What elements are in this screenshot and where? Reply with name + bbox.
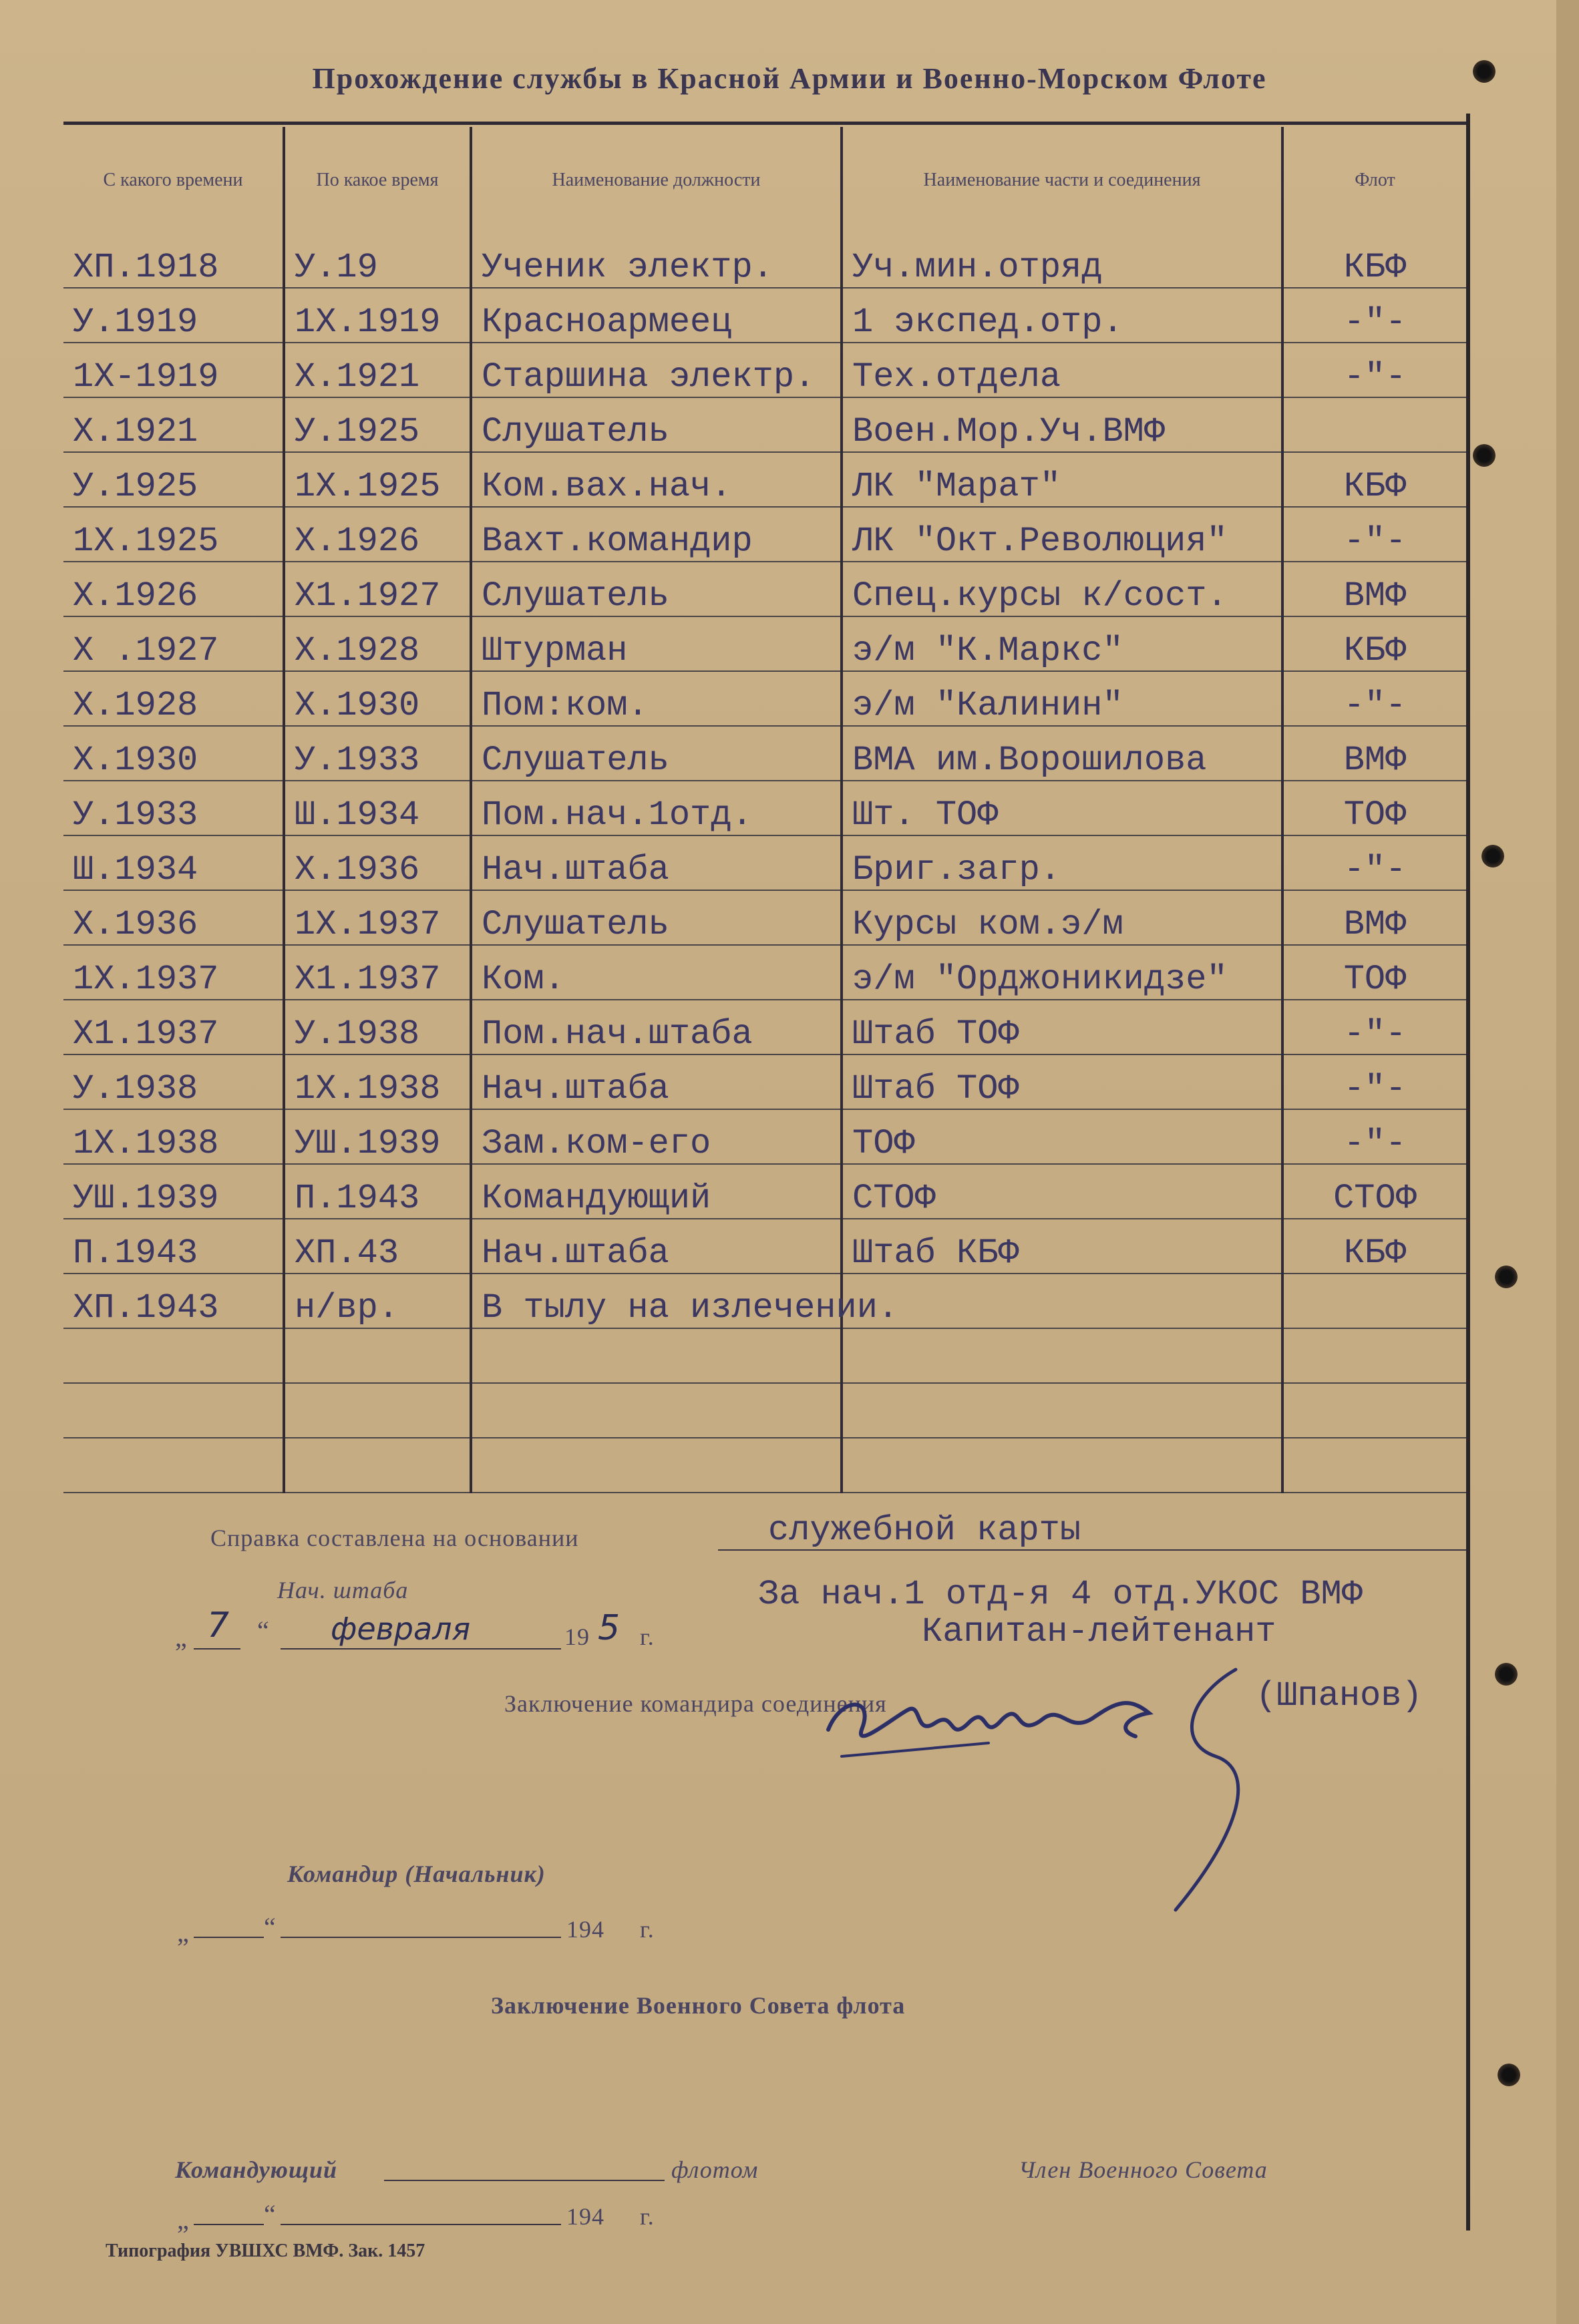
- cell-fleet: [1282, 397, 1466, 452]
- cell-position: Пом.нач.1отд.: [471, 781, 842, 835]
- commander-date-day-rule: [194, 1937, 264, 1938]
- table-header-row: [63, 127, 1466, 234]
- binding-hole: [1481, 845, 1504, 867]
- table-row: [63, 452, 1466, 507]
- cell-to: 1Х.1938: [284, 1054, 471, 1109]
- cell-position: [471, 1383, 842, 1438]
- binding-hole: [1498, 2064, 1520, 2086]
- cell-position: Вахт.командир: [471, 507, 842, 562]
- cell-to: Ш.1934: [284, 781, 471, 835]
- cell-position: Зам.ком-его: [471, 1109, 842, 1164]
- cell-to: 1Х.1919: [284, 288, 471, 343]
- cell-from: У.1938: [63, 1054, 284, 1109]
- cell-position: В тылу на излечении.: [471, 1274, 842, 1328]
- cell-position: [471, 1438, 842, 1493]
- cell-from: [63, 1438, 284, 1493]
- cell-unit: Тех.отдела: [842, 343, 1282, 397]
- fleet-commander-rule: [384, 2180, 665, 2181]
- table-row: [63, 781, 1466, 835]
- cell-fleet: ТОФ: [1282, 945, 1466, 1000]
- cell-unit: ЛК "Окт.Революция": [842, 507, 1282, 562]
- date-month: февраля: [331, 1611, 471, 1647]
- cell-unit: Штаб КБФ: [842, 1219, 1282, 1274]
- table-row: [63, 1054, 1466, 1109]
- table-row: [63, 397, 1466, 452]
- basis-value: служебной карты: [768, 1511, 1081, 1550]
- column-header-fleet: Флот: [1282, 127, 1466, 234]
- cell-fleet: КБФ: [1282, 234, 1466, 288]
- cell-unit: 1 экспед.отр.: [842, 288, 1282, 343]
- cell-unit: Курсы ком.э/м: [842, 890, 1282, 945]
- cell-fleet: [1282, 1328, 1466, 1383]
- date-close-quote: “: [257, 1615, 270, 1645]
- service-table: [63, 127, 1466, 1493]
- cell-from: У.1925: [63, 452, 284, 507]
- commander-label: Командир (Начальник): [287, 1861, 546, 1887]
- cell-fleet: -"-: [1282, 671, 1466, 726]
- commander-g: г.: [640, 1916, 655, 1943]
- cell-position: Нач.штаба: [471, 1054, 842, 1109]
- cell-to: Х1.1937: [284, 945, 471, 1000]
- binding-hole: [1473, 444, 1496, 467]
- cell-to: Х.1928: [284, 616, 471, 671]
- cell-from: Х .1927: [63, 616, 284, 671]
- signer-name: (Шпанов): [1256, 1676, 1423, 1716]
- cell-fleet: -"-: [1282, 1109, 1466, 1164]
- table-row: [63, 726, 1466, 781]
- cell-unit: Уч.мин.отряд: [842, 234, 1282, 288]
- cell-fleet: СТОФ: [1282, 1164, 1466, 1219]
- cell-fleet: -"-: [1282, 1000, 1466, 1054]
- table-row: [63, 1438, 1466, 1493]
- cell-position: Пом.нач.штаба: [471, 1000, 842, 1054]
- cell-unit: СТОФ: [842, 1164, 1282, 1219]
- cell-to: [284, 1438, 471, 1493]
- cell-from: П.1943: [63, 1219, 284, 1274]
- header-top-rule: [63, 122, 1466, 125]
- cell-to: УШ.1939: [284, 1109, 471, 1164]
- cell-unit: Воен.Мор.Уч.ВМФ: [842, 397, 1282, 452]
- fleet-date-day-rule: [194, 2224, 264, 2225]
- commander-date-open-quote: „: [177, 1917, 190, 1947]
- cell-unit: ТОФ: [842, 1109, 1282, 1164]
- cell-from: УШ.1939: [63, 1164, 284, 1219]
- cell-to: [284, 1383, 471, 1438]
- page-title: Прохождение службы в Красной Армии и Военно-Морском Флоте: [312, 62, 1267, 95]
- handwritten-signature: [815, 1656, 1282, 1937]
- cell-to: 1Х.1937: [284, 890, 471, 945]
- column-header-to: По какое время: [284, 127, 471, 234]
- council-conclusion-label: Заключение Военного Совета флота: [491, 1992, 906, 2019]
- chief-of-staff-label: Нач. штаба: [277, 1577, 409, 1603]
- cell-fleet: [1282, 1274, 1466, 1328]
- cell-fleet: КБФ: [1282, 1219, 1466, 1274]
- cell-unit: Штаб ТОФ: [842, 1000, 1282, 1054]
- date-year-prefix: 19: [564, 1623, 590, 1650]
- cell-unit: ВМА им.Ворошилова: [842, 726, 1282, 781]
- cell-fleet: -"-: [1282, 343, 1466, 397]
- cell-to: Х1.1927: [284, 562, 471, 616]
- date-year-suffix: 5: [598, 1608, 621, 1648]
- fleet-date-open-quote: „: [177, 2204, 190, 2235]
- cell-fleet: -"-: [1282, 835, 1466, 890]
- cell-position: Слушатель: [471, 397, 842, 452]
- basis-label: Справка составлена на основании: [210, 1525, 579, 1551]
- date-month-rule: [281, 1648, 561, 1650]
- cell-fleet: ВМФ: [1282, 562, 1466, 616]
- table-row: [63, 1109, 1466, 1164]
- binding-hole: [1495, 1266, 1518, 1288]
- printer-imprint: Типография УВШХС ВМФ. Зак. 1457: [106, 2241, 425, 2261]
- table-row: [63, 671, 1466, 726]
- cell-to: Х.1930: [284, 671, 471, 726]
- cell-position: Старшина электр.: [471, 343, 842, 397]
- cell-position: Слушатель: [471, 562, 842, 616]
- date-open-quote: „: [175, 1622, 188, 1652]
- cell-from: ХП.1943: [63, 1274, 284, 1328]
- cell-unit: [842, 1274, 1282, 1328]
- table-row: [63, 1274, 1466, 1328]
- column-header-position: Наименование должности: [471, 127, 842, 234]
- fleet-g: г.: [640, 2203, 655, 2230]
- cell-position: [471, 1328, 842, 1383]
- cell-from: ХП.1918: [63, 234, 284, 288]
- cell-unit: ЛК "Марат": [842, 452, 1282, 507]
- column-header-from: С какого времени: [103, 170, 243, 190]
- fleet-date-close-quote: “: [264, 2199, 277, 2229]
- cell-fleet: КБФ: [1282, 452, 1466, 507]
- cell-position: Ком.: [471, 945, 842, 1000]
- table-row: [63, 890, 1466, 945]
- cell-position: Штурман: [471, 616, 842, 671]
- cell-to: П.1943: [284, 1164, 471, 1219]
- cell-unit: [842, 1438, 1282, 1493]
- commander-conclusion-label: Заключение командира соединения: [504, 1690, 887, 1717]
- commander-year: 194: [566, 1916, 604, 1943]
- cell-unit: [842, 1328, 1282, 1383]
- cell-fleet: ТОФ: [1282, 781, 1466, 835]
- table-row: [63, 288, 1466, 343]
- fleet-date-month-rule: [281, 2224, 561, 2225]
- cell-from: Ш.1934: [63, 835, 284, 890]
- cell-fleet: -"-: [1282, 1054, 1466, 1109]
- cell-from: [63, 1383, 284, 1438]
- cell-unit: Бриг.загр.: [842, 835, 1282, 890]
- signer-line-1: За нач.1 отд-я 4 отд.УКОС ВМФ: [758, 1575, 1363, 1614]
- cell-to: ХП.43: [284, 1219, 471, 1274]
- table-row: [63, 1219, 1466, 1274]
- table-row: [63, 234, 1466, 288]
- binding-hole: [1495, 1663, 1518, 1686]
- cell-unit: Шт. ТОФ: [842, 781, 1282, 835]
- date-g: г.: [640, 1623, 655, 1650]
- cell-position: Слушатель: [471, 726, 842, 781]
- cell-position: Нач.штаба: [471, 835, 842, 890]
- table-row: [63, 616, 1466, 671]
- cell-from: У.1919: [63, 288, 284, 343]
- cell-unit: Спец.курсы к/сост.: [842, 562, 1282, 616]
- signer-line-2: Капитан-лейтенант: [922, 1612, 1276, 1652]
- cell-to: н/вр.: [284, 1274, 471, 1328]
- column-header-unit: Наименование части и соединения: [842, 127, 1282, 234]
- cell-from: [63, 1328, 284, 1383]
- fleet-year: 194: [566, 2203, 604, 2230]
- commander-date-close-quote: “: [264, 1912, 277, 1942]
- cell-from: Х.1926: [63, 562, 284, 616]
- paper-edge: [1556, 0, 1579, 2324]
- cell-position: Командующий: [471, 1164, 842, 1219]
- cell-unit: э/м "К.Маркс": [842, 616, 1282, 671]
- cell-to: [284, 1328, 471, 1383]
- cell-from: 1Х-1919: [63, 343, 284, 397]
- fleet-commander-label: Командующий: [175, 2156, 337, 2183]
- cell-to: Х.1936: [284, 835, 471, 890]
- cell-unit: э/м "Калинин": [842, 671, 1282, 726]
- date-day: 7: [207, 1605, 230, 1645]
- cell-to: У.1933: [284, 726, 471, 781]
- table-row: [63, 343, 1466, 397]
- cell-fleet: КБФ: [1282, 616, 1466, 671]
- cell-fleet: [1282, 1383, 1466, 1438]
- cell-to: 1Х.1925: [284, 452, 471, 507]
- cell-from: Х1.1937: [63, 1000, 284, 1054]
- cell-position: Нач.штаба: [471, 1219, 842, 1274]
- council-member-label: Член Военного Совета: [1019, 2156, 1268, 2183]
- table-row: [63, 835, 1466, 890]
- cell-unit: [842, 1383, 1282, 1438]
- cell-fleet: [1282, 1438, 1466, 1493]
- cell-position: Пом:ком.: [471, 671, 842, 726]
- cell-from: Х.1930: [63, 726, 284, 781]
- table-row: [63, 562, 1466, 616]
- cell-from: Х.1936: [63, 890, 284, 945]
- cell-position: Слушатель: [471, 890, 842, 945]
- right-border-line: [1466, 114, 1470, 2231]
- fleet-label: флотом: [671, 2156, 759, 2183]
- cell-position: Ком.вах.нач.: [471, 452, 842, 507]
- table-row: [63, 507, 1466, 562]
- cell-fleet: ВМФ: [1282, 726, 1466, 781]
- cell-fleet: ВМФ: [1282, 890, 1466, 945]
- table-row: [63, 945, 1466, 1000]
- cell-to: Х.1921: [284, 343, 471, 397]
- cell-fleet: -"-: [1282, 507, 1466, 562]
- table-row: [63, 1000, 1466, 1054]
- cell-position: Красноармеец: [471, 288, 842, 343]
- cell-from: Х.1921: [63, 397, 284, 452]
- cell-from: 1Х.1937: [63, 945, 284, 1000]
- cell-to: У.19: [284, 234, 471, 288]
- table-row: [63, 1328, 1466, 1383]
- cell-fleet: -"-: [1282, 288, 1466, 343]
- table-row: [63, 1164, 1466, 1219]
- cell-from: 1Х.1925: [63, 507, 284, 562]
- cell-position: Ученик электр.: [471, 234, 842, 288]
- cell-to: Х.1926: [284, 507, 471, 562]
- cell-to: У.1925: [284, 397, 471, 452]
- cell-from: Х.1928: [63, 671, 284, 726]
- cell-from: 1Х.1938: [63, 1109, 284, 1164]
- cell-unit: э/м "Орджоникидзе": [842, 945, 1282, 1000]
- date-day-rule: [194, 1648, 240, 1650]
- cell-from: У.1933: [63, 781, 284, 835]
- table-row: [63, 1383, 1466, 1438]
- cell-unit: Штаб ТОФ: [842, 1054, 1282, 1109]
- commander-date-month-rule: [281, 1937, 561, 1938]
- cell-to: У.1938: [284, 1000, 471, 1054]
